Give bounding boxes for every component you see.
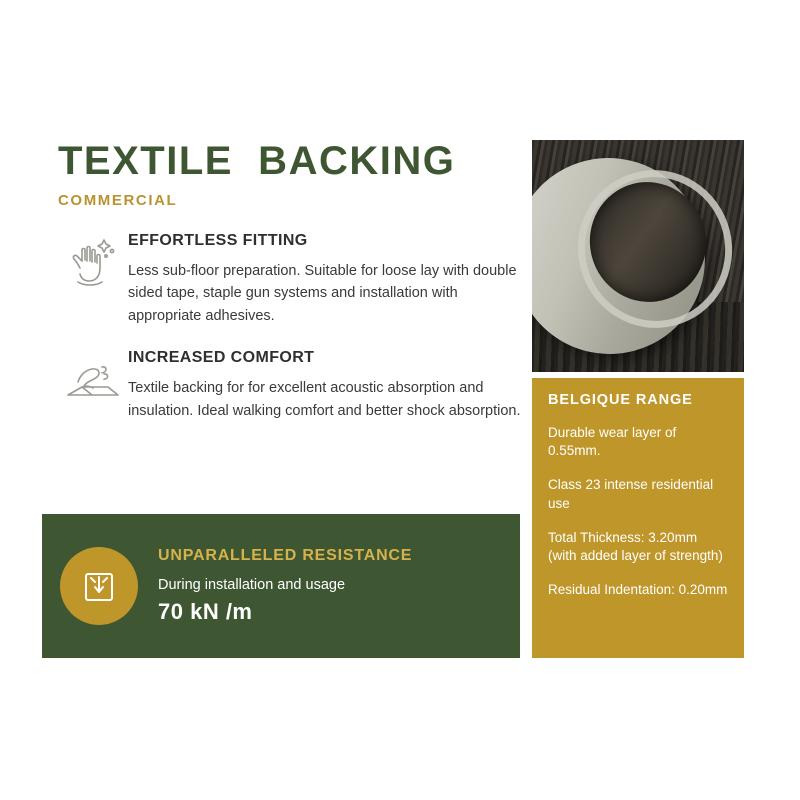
feature-list	[58, 232, 528, 444]
range-panel-item: Residual Indentation: 0.20mm	[548, 582, 728, 598]
page-title: TEXTILE BACKING	[58, 139, 456, 183]
resistance-banner	[42, 514, 520, 658]
feature-item	[58, 349, 528, 422]
foot-comfort-icon	[58, 349, 128, 405]
range-panel-item: Total Thickness: 3.20mm (with added layer of strength)	[548, 529, 723, 564]
feature-text: Textile backing for for excellent acoustic absorption and insulation. Ideal walking comfort and better shock absorption.	[128, 380, 521, 419]
product-photo	[532, 140, 744, 372]
range-panel-item: Durable wear layer of 0.55mm.	[548, 425, 677, 459]
feature-item	[58, 232, 528, 327]
range-panel-item: Class 23 intense residential use	[548, 477, 714, 511]
resistance-banner-title: UNPARALLELED RESISTANCE	[158, 547, 413, 564]
page-subtitle: COMMERCIAL	[58, 192, 178, 209]
feature-body	[128, 349, 528, 422]
range-panel	[532, 378, 744, 658]
resistance-banner-body	[158, 547, 502, 625]
feature-title: INCREASED COMFORT	[128, 349, 315, 367]
feature-body	[128, 232, 528, 327]
resistance-banner-value: 70 kN /m	[158, 599, 253, 624]
title-block	[58, 140, 528, 209]
resistance-banner-text: During installation and usage	[158, 577, 346, 593]
tensile-strength-icon	[60, 547, 138, 625]
feature-text: Less sub-floor preparation. Suitable for loose lay with double sided tape, staple gun systems and installation with appropriate adhesives.	[128, 263, 517, 324]
hand-fitting-icon	[58, 232, 128, 290]
feature-title: EFFORTLESS FITTING	[128, 232, 308, 249]
range-panel-title: BELGIQUE RANGE	[548, 392, 693, 408]
